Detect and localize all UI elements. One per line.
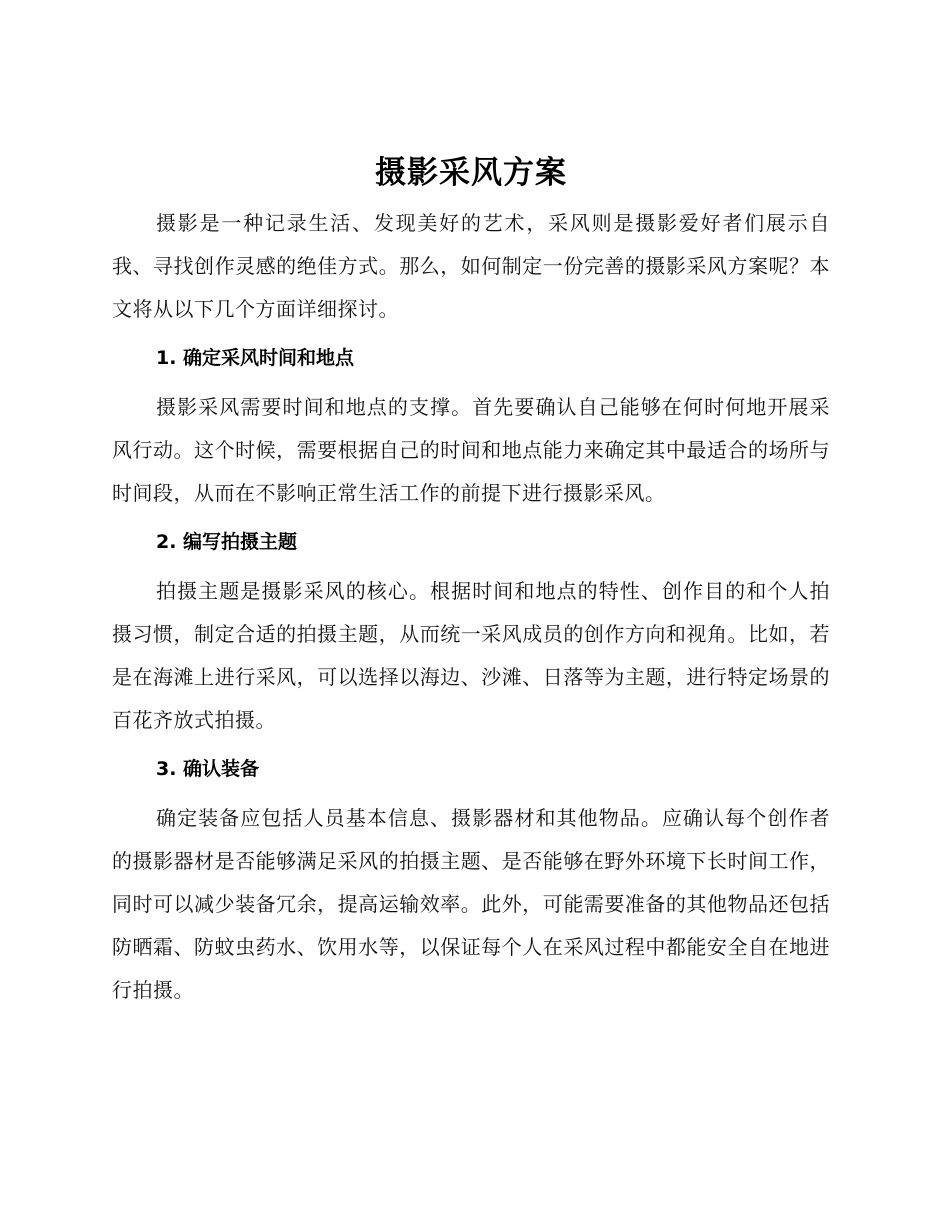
section-heading: 2. 编写拍摄主题 [156,531,298,553]
section-equipment [112,748,830,1012]
intro-paragraph: 摄影是一种记录生活、发现美好的艺术，采风则是摄影爱好者们展示自我、寻找创作灵感的绝佳方式。那么，如何制定一份完善的摄影采风方案呢？本文将从以下几个方面详细探讨。 [112,211,830,321]
document-title: 摄影采风方案 [375,155,567,191]
section-paragraph: 摄影采风需要时间和地点的支撑。首先要确认自己能够在何时何地开展采风行动。这个时候，需要根据自己的时间和地点能力来确定其中最适合的场所与时间段，从而在不影响正常生活工作的前提下进行摄影采风。 [112,395,830,505]
section-shooting-theme [112,521,830,742]
document-page [112,148,830,1012]
section-paragraph: 拍摄主题是摄影采风的核心。根据时间和地点的特性、创作目的和个人拍摄习惯，制定合适的拍摄主题，从而统一采风成员的创作方向和视角。比如，若是在海滩上进行采风，可以选择以海边、沙滩、日落等为主题，进行特定场景的百花齐放式拍摄。 [112,579,830,732]
section-heading: 1. 确定采风时间和地点 [156,347,355,369]
section-heading: 3. 确认装备 [156,758,260,780]
section-paragraph: 确定装备应包括人员基本信息、摄影器材和其他物品。应确认每个创作者的摄影器材是否能够满足采风的拍摄主题、是否能够在野外环境下长时间工作，同时可以减少装备冗余，提高运输效率。此外，可能需要准备的其他物品还包括防晒霜、防蚊虫药水、饮用水等，以保证每个人在采风过程中都能安全自在地进行拍摄。 [112,806,830,1002]
section-time-location [112,337,830,515]
